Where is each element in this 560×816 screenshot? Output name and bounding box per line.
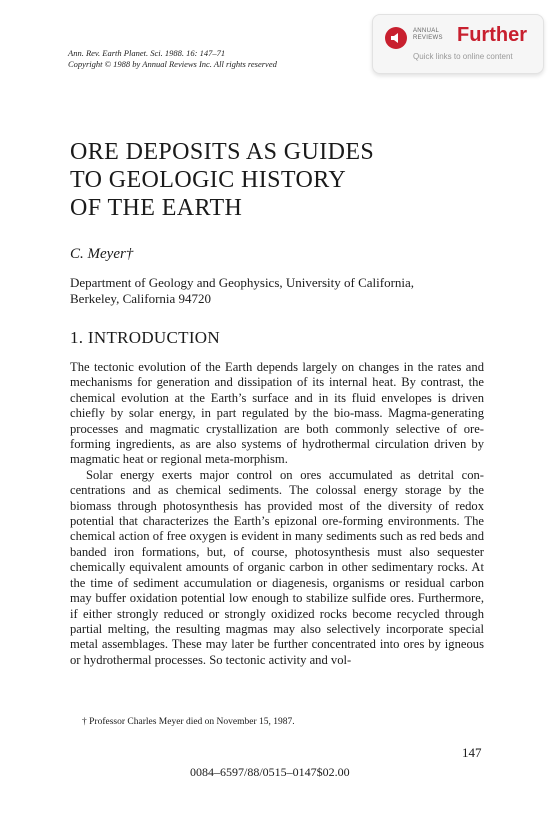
title-line: TO GEOLOGIC HISTORY [70, 167, 347, 193]
sound-icon [385, 27, 407, 49]
title-line: ORE DEPOSITS AS GUIDES [70, 139, 375, 165]
section-heading: 1. INTRODUCTION [70, 328, 220, 347]
article-body [70, 360, 484, 668]
article-title [70, 138, 374, 222]
page-number: 147 [462, 745, 482, 760]
title-line: OF THE EARTH [70, 195, 243, 221]
copyright-line: Copyright © 1988 by Annual Reviews Inc. All rights reserved [68, 59, 277, 69]
further-banner[interactable] [372, 14, 544, 74]
author-affiliation [70, 275, 414, 307]
journal-citation [68, 48, 277, 70]
body-paragraph: The tectonic evolution of the Earth depends largely on changes in the rates and mechanisms for generation and dissipation of its internal heat. By contrast, the chemical evolution at the Earth’s surface and in its fluid envelopes is driven chiefly by solar energy, in part regulated by the bio-mass. Magma-generating processes and magmatic crystallization are both commonly selective of ore-forming ingredients, as are also systems of hydrothermal circulation driven by magmatic heat or regional meta-morphism. [70, 360, 484, 467]
affiliation-line: Berkeley, California 94720 [70, 291, 212, 306]
logo-reviews: REVIEWS [413, 35, 443, 41]
footnote: † Professor Charles Meyer died on November 15, 1987. [82, 717, 295, 727]
logo-annual: ANNUAL [413, 28, 440, 34]
citation-line: Ann. Rev. Earth Planet. Sci. 1988. 16: 147–71 [68, 48, 226, 58]
annual-reviews-logo [413, 28, 443, 42]
author-name: C. Meyer† [70, 246, 134, 262]
quick-links-text: Quick links to online content [413, 52, 513, 61]
affiliation-line: Department of Geology and Geophysics, University of California, [70, 275, 415, 290]
article-code: 0084–6597/88/0515–0147$02.00 [190, 765, 350, 779]
body-paragraph: Solar energy exerts major control on ores accumulated as detrital con-centrations and as chemical sediments. The colossal energy storage by the biomass through photosynthesis has provided most of the diversity of redox potential that characterizes the Earth’s epizonal ore-forming environments. The chemical action of free oxygen is evident in many sediments such as red beds and banded iron formations, but, of course, photosynthesis must also sequester chemically equivalent amounts of organic carbon in other sedimentary rocks. At the time of sediment accumulation or diagenesis, organisms or residual carbon may buffer oxidation potential low enough to stabilize sulfide ores. Furthermore, if either strongly reduced or strongly oxidized rocks become recycled through partial melting, the resulting magmas may also selectively incorporate special metal assemblages. These may later be further concentrated into ores by igneous or hydrothermal processes. So tectonic activity and vol- [70, 467, 484, 667]
further-label: Further [457, 24, 527, 46]
